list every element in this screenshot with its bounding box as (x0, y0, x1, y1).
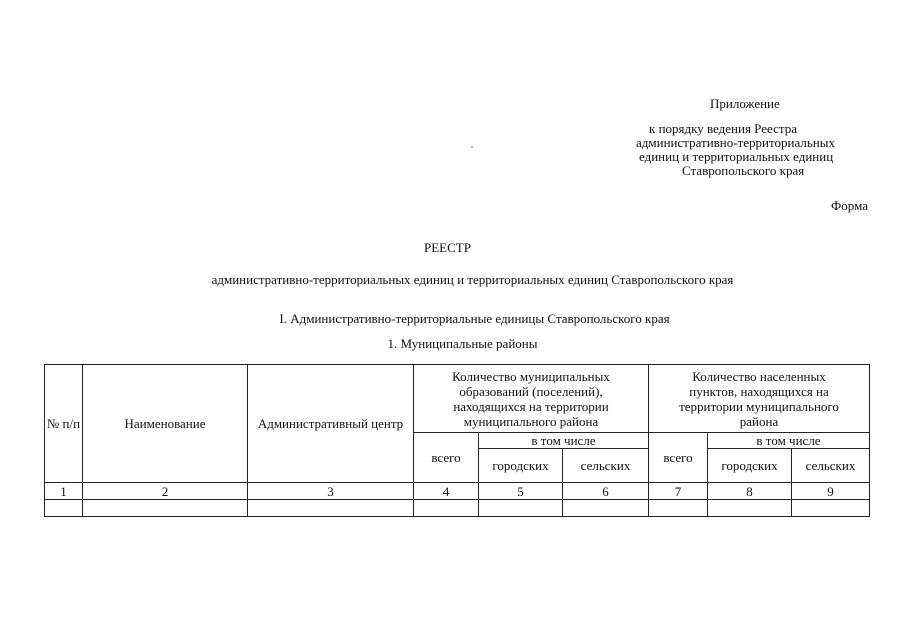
subsection-title: 1. Муниципальные районы (387, 336, 538, 351)
empty-data-row (45, 500, 870, 517)
registry-table (44, 364, 870, 517)
column-number-4: 4 (414, 483, 479, 500)
table-cell (708, 500, 792, 517)
appendix-line-3: единиц и территориальных единиц (639, 149, 834, 164)
scan-speck (471, 146, 473, 148)
column-number-row (45, 483, 870, 500)
col-number-header: № п/п (45, 365, 83, 483)
table-cell (83, 500, 248, 517)
group1-total-header: всего (414, 433, 479, 483)
group2-rural-header: сельских (792, 449, 870, 483)
column-number-2: 2 (83, 483, 248, 500)
group2-urban-header: городских (708, 449, 792, 483)
table-cell (414, 500, 479, 517)
group2-total-header: всего (649, 433, 708, 483)
column-number-3: 3 (248, 483, 414, 500)
appendix-line-1: к порядку ведения Реестра (649, 121, 797, 136)
group1-header: Количество муниципальных образований (поселений), находящихся на территории муниципального района (414, 365, 649, 433)
table-cell (563, 500, 649, 517)
group1-including-header: в том числе (479, 433, 649, 449)
column-number-7: 7 (649, 483, 708, 500)
document-subtitle: административно-территориальных единиц и территориальных единиц Ставропольского края (211, 272, 734, 287)
appendix-line-4: Ставропольского края (682, 163, 805, 178)
document-title: РЕЕСТР (424, 240, 471, 255)
group2-including-header: в том числе (708, 433, 870, 449)
header-row-1 (45, 365, 870, 433)
table-cell (248, 500, 414, 517)
column-number-8: 8 (708, 483, 792, 500)
appendix-line-2: административно-территориальных (636, 135, 835, 150)
group2-header: Количество населенных пунктов, находящихся на территории муниципального района (649, 365, 870, 433)
table-cell (479, 500, 563, 517)
appendix-title: Приложение (710, 96, 780, 111)
column-number-5: 5 (479, 483, 563, 500)
section-title: I. Административно-территориальные единицы Ставропольского края (279, 311, 670, 326)
table-cell (792, 500, 870, 517)
col-center-header: Административный центр (248, 365, 414, 483)
column-number-1: 1 (45, 483, 83, 500)
column-number-9: 9 (792, 483, 870, 500)
group1-urban-header: городских (479, 449, 563, 483)
col-name-header: Наименование (83, 365, 248, 483)
column-number-6: 6 (563, 483, 649, 500)
group1-rural-header: сельских (563, 449, 649, 483)
table-cell (45, 500, 83, 517)
form-label: Форма (831, 198, 868, 213)
table-cell (649, 500, 708, 517)
